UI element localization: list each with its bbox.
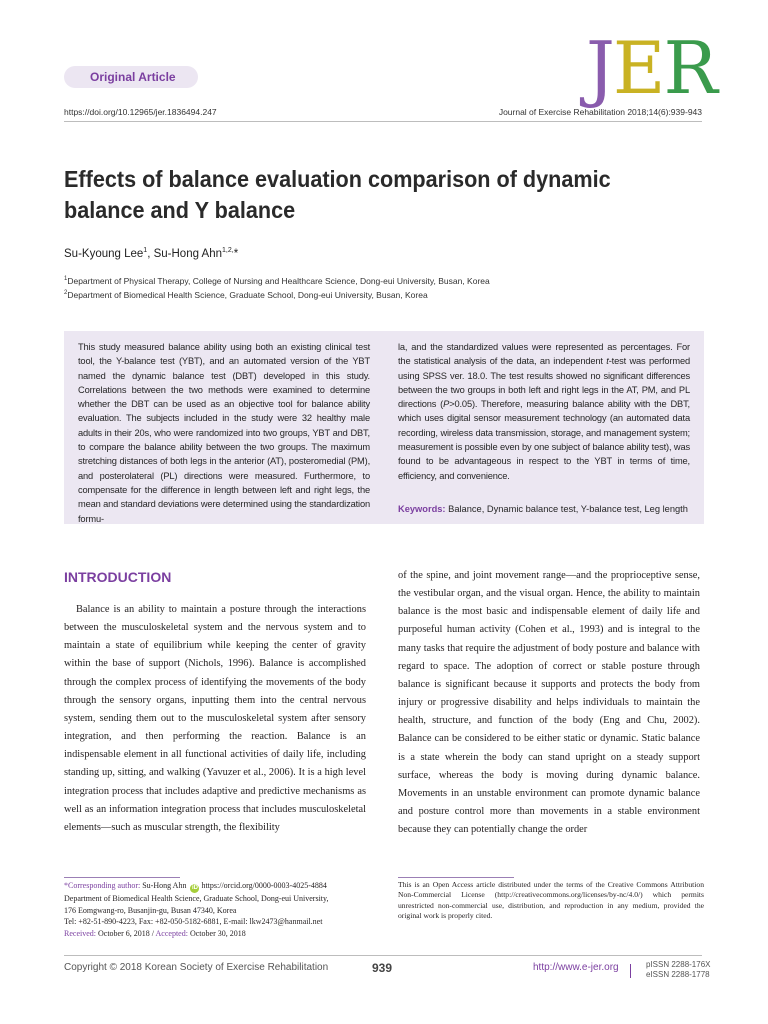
abstract-italic: t (606, 356, 609, 367)
received-date: October 6, 2018 / (95, 928, 156, 938)
logo-letter-e: E (612, 26, 664, 110)
journal-citation: Journal of Exercise Rehabilitation 2018;14(6):939-943 (498, 107, 702, 117)
page-number: 939 (372, 961, 393, 975)
affiliation-number: 1 (64, 276, 68, 283)
orcid-icon[interactable]: iD (191, 885, 198, 891)
accepted-label: Accepted: (155, 928, 188, 938)
issn-block (646, 960, 711, 980)
corresponding-mark: * (233, 247, 239, 260)
article-type-badge: Original Article (64, 66, 198, 88)
author-separator: , (147, 247, 154, 260)
keywords-label: Keywords: (398, 504, 446, 514)
corr-name: Su-Hong Ahn (140, 881, 187, 890)
footer-divider (64, 955, 702, 956)
footnote-divider (398, 877, 514, 878)
corr-label: *Corresponding author: (64, 881, 141, 890)
author-name: Su-Kyoung Lee (64, 247, 144, 260)
affiliation-text: Department of Physical Therapy, College of Nursing and Healthcare Science, Dong-eui University, Busan, Korea (67, 276, 490, 286)
author-list (64, 247, 238, 260)
abstract-right-column (398, 340, 690, 483)
body-left-column (64, 601, 366, 837)
body-text: Balance is an ability to maintain a posture through the interactions between the musculoskeletal system and the nervous system and to maintain a state of equilibrium while keeping the center of gravity within the base of support (Nichols, 1996). Balance is accomplished through the complex process of identifying the movements of the body through the sensory organs, inputting them into the central nervous system, sending them out to the musculoskeletal system after sensory integration, and then performing the reaction. Balance is an indispensable element in all functional activities of daily life, including standing up, sitting, and walking (Yavuzer et al., 2006). It is a high level integration process that includes adaptive and predictive mechanisms as well as an information integration process that includes musculoskeletal elements—such as muscular strength, the flexibility (64, 604, 366, 833)
journal-website-link[interactable]: http://www.e-jer.org (533, 962, 619, 973)
eissn: eISSN 2288-1778 (646, 970, 710, 979)
affiliation-number: 2 (64, 290, 68, 297)
affiliation (64, 276, 490, 286)
keywords-list: Balance, Dynamic balance test, Y-balance test, Leg length (445, 504, 688, 514)
author-affiliation-mark: 1 (143, 247, 148, 254)
corr-address: Department of Biomedical Health Science, Graduate School, Dong-eui University, (64, 894, 329, 903)
pissn: pISSN 2288-176X (646, 960, 711, 969)
article-title: Effects of balance evaluation comparison of dynamic balance and Y balance (64, 166, 611, 223)
header-divider (64, 121, 702, 122)
logo-letter-j: J (586, 26, 613, 110)
keywords (398, 504, 688, 514)
copyright: Copyright © 2018 Korean Society of Exercise Rehabilitation (64, 962, 329, 973)
journal-logo (586, 26, 716, 110)
footer-separator (630, 964, 631, 978)
orcid-link[interactable]: https://orcid.org/0000-0003-4025-4884 (201, 881, 327, 890)
author-affiliation-mark: 1,2, (222, 247, 234, 254)
author-name: Su-Hong Ahn (153, 247, 223, 260)
abstract-italic: P (443, 399, 450, 410)
abstract-left-column: This study measured balance ability using both an existing clinical test tool, the Y-balance test (YBT), and an automated version of the YBT named the dynamic balance test (DBT) developed in this study. Correlations between the two methods were examined to determine whether the DBT can be used as an objective tool for balance ability evaluation. The subjects included in the study were 32 healthy male adults in their 20s, who were randomized into two groups, YBT and DBT, to compare the balance ability between the two groups. The maximum stretching distances of both legs in the anterior (AT), posteromedial (PM), and posterolateral (PL) directions were measured. Furthermore, to compensate for the difference in length between left and right legs, the mean and standard deviations were determined using the standardization formu- (78, 342, 370, 524)
corr-address: 176 Eomgwang-ro, Busanjin-gu, Busan 47340, Korea (64, 905, 237, 915)
received-label: Received: (64, 928, 96, 938)
accepted-date: October 30, 2018 (187, 928, 246, 938)
abstract-text: >0.05). Therefore, measuring balance ability with the DBT, which uses digital sensor measurement technology (an automated data recording, wireless data transmission, storage, and management system; measurement is possible even by one subject of balance ability test), was found to be advantageous in respect to the YBT in terms of time, efficiency, and convenience. (398, 399, 690, 481)
section-heading: INTRODUCTION (64, 569, 172, 585)
affiliation-text: Department of Biomedical Health Science, Graduate School, Dong-eui University, Busan, Korea (67, 290, 428, 300)
corr-contact: Tel: +82-51-890-4223, Fax: +82-050-5182-6881, E-mail: lkw2473@hanmail.net (64, 917, 323, 927)
corresponding-author-note (64, 880, 374, 939)
logo-letter-r: R (663, 26, 716, 110)
doi-link[interactable]: https://doi.org/10.12965/jer.1836494.247 (64, 107, 217, 117)
body-right-column: of the spine, and joint movement range—and the proprioceptive sense, the vestibular organ, and the visual organ. Hence, the ability to maintain balance is the most basic and indispensable element of daily life and purposeful human activity (Cohen et al., 1993) and is integral to the many tasks that require the adjustment of body posture and balance with regard to space. The adoption of correct or stable posture through balance is significant because it supports and protects the body from injury or progressive disability and helps individuals to maintain the health, structure, and function of the body (Eng and Chu, 2002). Balance can be considered to be either static or dynamic. Static balance is a state wherein the body can stand upright on a steady support surface, whereas the body is moving during dynamic balance. Movements in an unstable environment can promote dynamic balance and posture control more than movements in a stable environment because they can potentially change the order (398, 570, 700, 836)
license-note: This is an Open Access article distributed under the terms of the Creative Commons Attribution Non-Commercial License (http://creativecommons.org/licenses/by-nc/4.0/) which permits unrestricted non-commercial use, distribution, and reproduction in any medium, provided the original work is properly cited. (398, 880, 704, 920)
abstract-text: -test was performed using SPSS ver. 18.0. The test results showed no significant differences between the two groups in both left and right legs in the AT, PM, and PL directions ( (398, 356, 690, 410)
abstract-text: la, and the standardized values were represented as percentages. For the statistical analysis of the data, an independent (398, 342, 690, 367)
footnote-divider (64, 877, 180, 878)
affiliation (64, 290, 428, 300)
